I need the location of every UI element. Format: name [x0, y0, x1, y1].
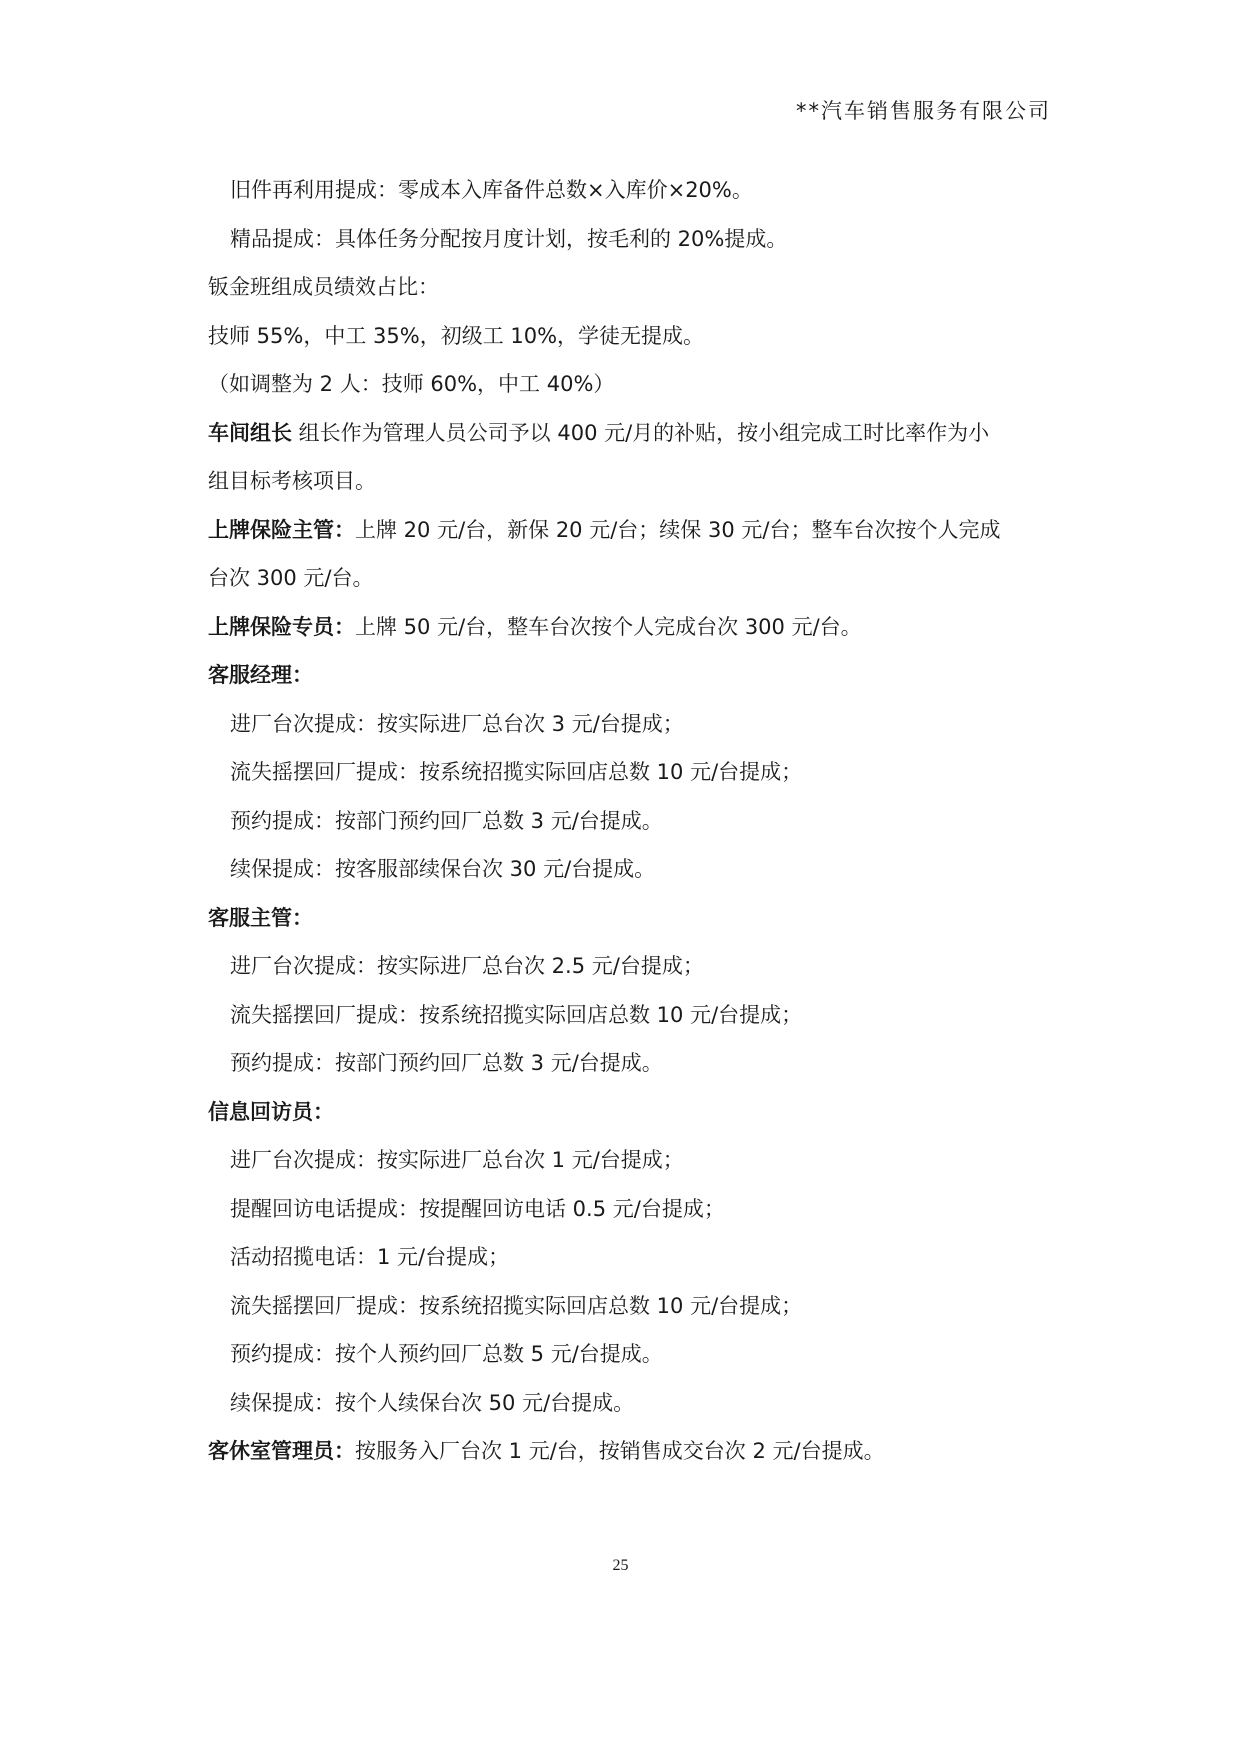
paragraph-line: 进厂台次提成：按实际进厂总台次 2.5 元/台提成； — [230, 954, 704, 978]
paragraph-line: 预约提成：按部门预约回厂总数 3 元/台提成。 — [230, 808, 663, 833]
paragraph-line: 续保提成：按客服部续保台次 30 元/台提成。 — [230, 857, 656, 881]
section-heading: 信息回访员： — [208, 1099, 334, 1124]
paragraph-line: 旧件再利用提成：零成本入库备件总数×入库价×20%。 — [230, 178, 753, 202]
company-name: **汽车销售服务有限公司 — [796, 99, 1051, 123]
paragraph-line: 预约提成：按个人预约回厂总数 5 元/台提成。 — [230, 1342, 663, 1366]
role-label: 上牌保险主管： — [208, 517, 355, 542]
paragraph-line: 客休室管理员：按服务入厂台次 1 元/台，按销售成交台次 2 元/台提成。 — [208, 1439, 885, 1463]
role-label: 车间组长 — [208, 420, 292, 445]
page-header — [796, 95, 1051, 125]
paragraph-line: （如调整为 2 人：技师 60%，中工 40%） — [208, 372, 615, 396]
page-number: 25 — [612, 1557, 629, 1574]
section-heading: 客服主管： — [208, 905, 313, 930]
paragraph-line: 进厂台次提成：按实际进厂总台次 1 元/台提成； — [230, 1148, 684, 1172]
paragraph-line: 流失摇摆回厂提成：按系统招揽实际回店总数 10 元/台提成； — [230, 760, 803, 784]
paragraph-line: 技师 55%，中工 35%，初级工 10%，学徒无提成。 — [208, 323, 705, 348]
paragraph-line: 组目标考核项目。 — [208, 469, 376, 493]
document-body — [208, 166, 1048, 1476]
paragraph-line: 预约提成：按部门预约回厂总数 3 元/台提成。 — [230, 1051, 663, 1075]
paragraph-line: 流失摇摆回厂提成：按系统招揽实际回店总数 10 元/台提成； — [230, 1002, 803, 1027]
paragraph-line: 活动招揽电话：1 元/台提成； — [230, 1245, 510, 1269]
paragraph-line: 台次 300 元/台。 — [208, 566, 374, 590]
paragraph-line: 提醒回访电话提成：按提醒回访电话 0.5 元/台提成； — [230, 1196, 725, 1221]
paragraph-line: 进厂台次提成：按实际进厂总台次 3 元/台提成； — [230, 711, 684, 736]
paragraph-line: 钣金班组成员绩效占比： — [208, 275, 439, 299]
role-label: 上牌保险专员： — [208, 614, 355, 639]
paragraph-line: 上牌保险专员：上牌 50 元/台，整车台次按个人完成台次 300 元/台。 — [208, 614, 862, 639]
paragraph-line: 续保提成：按个人续保台次 50 元/台提成。 — [230, 1390, 635, 1415]
section-heading: 客服经理： — [208, 663, 313, 687]
paragraph-line: 流失摇摆回厂提成：按系统招揽实际回店总数 10 元/台提成； — [230, 1293, 803, 1318]
role-label: 客休室管理员： — [208, 1439, 355, 1463]
paragraph-line: 精品提成：具体任务分配按月度计划，按毛利的 20%提成。 — [230, 226, 788, 251]
paragraph-line: 上牌保险主管：上牌 20 元/台，新保 20 元/台；续保 30 元/台；整车台次按个人完成 — [208, 517, 1001, 542]
paragraph-line: 车间组长 组长作为管理人员公司予以 400 元/月的补贴，按小组完成工时比率作为小 — [208, 420, 990, 445]
